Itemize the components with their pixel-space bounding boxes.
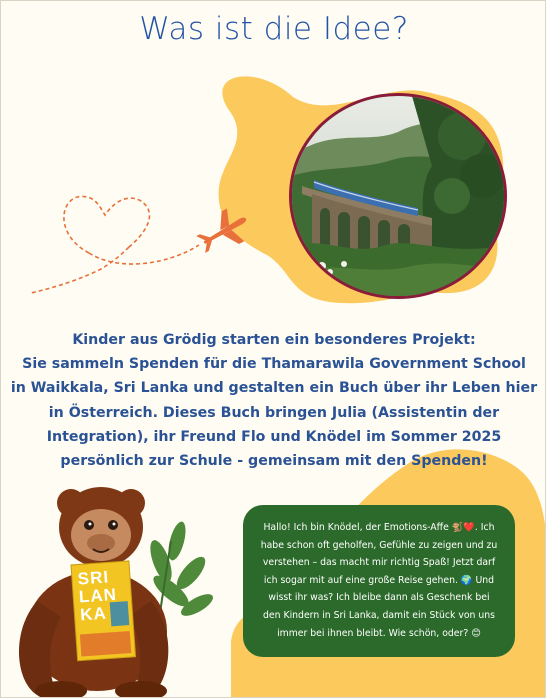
description-line: persönlich zur Schule - gemeinsam mit den Spenden! [60,453,488,470]
page-title: Was ist die Idee? [139,11,409,47]
bubble-line: habe schon oft geholfen, Gefühle zu zeigen und zu [260,539,498,551]
book-title-line: LAN [78,584,118,607]
bubble-line: den Kindern in Sri Lanka, damit ein Stück von uns [263,609,495,621]
description-line: Integration), ihr Freund Flo und Knödel im Sommer 2025 [46,428,502,445]
bridge-photo [289,93,507,299]
book-title-line: SRI [77,567,110,589]
bubble-line: wisst ihr was? Ich bleibe dann als Geschenk bei [268,592,490,604]
book-title [77,568,125,625]
description-line: Sie sammeln Spenden für die Thamarawila Government School [22,356,526,373]
bubble-line: immer bei ihnen bleibt. Wie schön, oder? 😊 [277,627,481,639]
book-title-line: KA [79,603,108,625]
airplane-icon [192,203,255,260]
bubble-line: Hallo! Ich bin Knödel, der Emotions-Affe 🐒❤️. Ich [263,522,495,533]
project-description [9,328,539,473]
bubble-line: ich sogar mit auf eine große Reise gehen. 🌍 Und [263,574,495,586]
speech-bubble [243,505,515,657]
dashed-heart-icon [64,196,150,253]
bubble-line: verstehen – das macht mir richtig Spaß! Jetzt darf [262,557,496,569]
description-line: in Waikkala, Sri Lanka und gestalten ein Buch über ihr Leben hier [10,380,538,397]
description-line: Kinder aus Grödig starten ein besonderes Projekt: [72,332,476,348]
description-line: in Österreich. Dieses Buch bringen Julia (Assistentin der [48,404,500,421]
